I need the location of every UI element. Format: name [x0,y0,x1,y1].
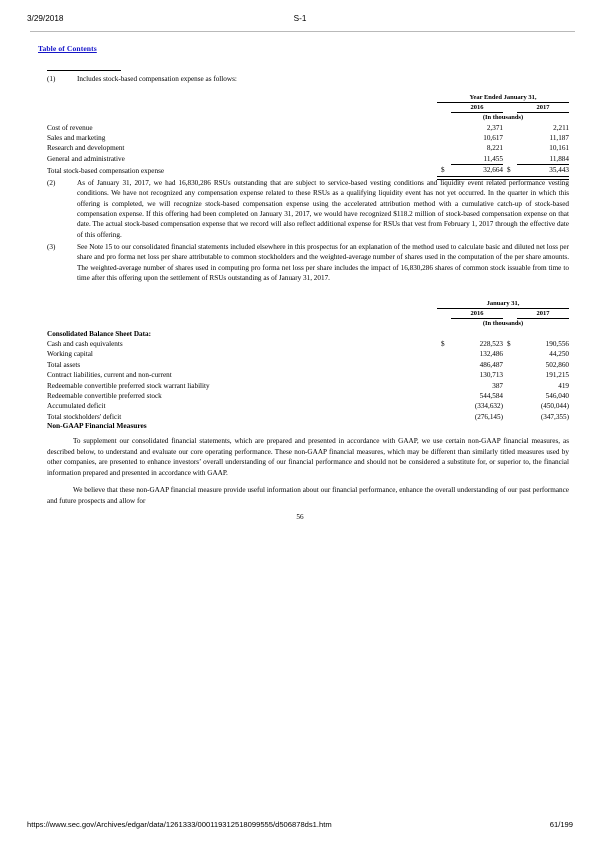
footnote-2-number: (2) [47,179,56,187]
row-value-2016: 486,487 [479,360,503,369]
row-label: Sales and marketing [47,133,106,142]
row-currency-2017 [503,391,517,401]
total-currency-2016: $ [441,166,445,175]
row-label: Working capital [47,350,93,359]
row-label: Redeemable convertible preferred stock warrant liability [47,381,210,390]
source-url: https://www.sec.gov/Archives/edgar/data/1261333/000119312518099555/d506878ds1.htm [27,820,332,829]
row-value-2017: 11,884 [517,154,569,165]
row-label: Redeemable convertible preferred stock [47,391,162,400]
row-currency-2017 [503,412,517,422]
print-date: 3/29/2018 [27,14,64,23]
sbc-col-2016: 2016 [451,103,503,113]
footnote-2 [47,178,569,240]
row-label: General and administrative [47,155,125,164]
row-value-2016: 130,713 [479,371,503,380]
table-row [47,123,569,133]
row-currency-2017 [503,360,517,370]
row-value-2017: 190,556 [545,339,569,348]
row-currency-2016: $ [441,339,445,348]
non-gaap-heading: Non-GAAP Financial Measures [47,421,147,430]
table-row [47,349,569,359]
footnote-1-text: Includes stock-based compensation expense as follows: [77,75,237,83]
table-units-row [47,319,569,329]
non-gaap-paragraph-2-text: We believe that these non-GAAP financial measure provide useful information about our financial performance, enhance the overall understanding of our past performance and future prospects and allow for [47,486,569,505]
row-label: Contract liabilities, current and non-current [47,371,172,380]
row-value-2016: 544,584 [479,391,503,400]
total-currency-2017: $ [507,166,511,175]
sbc-col-2017: 2017 [517,103,569,113]
table-of-contents-link[interactable]: Table of Contents [38,44,97,53]
sbc-units: (In thousands) [482,114,524,121]
table-row [47,401,569,411]
row-label: Cost of revenue [47,123,93,132]
row-value-2017: 10,161 [549,144,569,153]
row-currency-2016 [437,401,451,411]
footnote-1-number: (1) [47,75,56,83]
footnote-1 [47,74,569,84]
row-currency-2017 [503,349,517,359]
row-value-2017: 546,040 [545,391,569,400]
row-currency-2016 [437,349,451,359]
browser-print-footer [0,820,600,832]
row-value-2017: 2,211 [553,123,569,132]
footnote-2-text: As of January 31, 2017, we had 16,830,286 RSUs outstanding that are subject to service-based vesting conditions and liquidity event related performance vesting conditions. We have not recognized any compensation expense related to these RSUs as a qualifying liquidity event has not yet occurred. In the quarter in which this offering is completed, we will recognize stock-based compensation expense using the accelerated attribution method with a cumulative catch-up of stock-based compensation expense. If this offering had been completed on January 31, 2017, we would have recognized $118.2 million of stock-based compensation expense on that date. The actual stock-based compensation expense that we record will also reflect additional expense for RSUs that vest from February 1, 2017 through the effective date of this offering. [77,179,569,239]
row-label: Total assets [47,360,81,369]
row-value-2017: 11,187 [549,133,569,142]
row-value-2016: 8,221 [486,144,503,153]
non-gaap-paragraph-2 [47,485,569,506]
row-value-2016: 132,486 [479,350,503,359]
row-value-2016: 387 [492,381,503,390]
row-value-2016: (334,632) [474,402,503,411]
table-row [47,381,569,391]
table-row [47,391,569,401]
row-currency-2017 [503,370,517,380]
table-row [47,339,569,349]
table-units-row [47,113,569,123]
row-label: Accumulated deficit [47,402,106,411]
footnote-3-text: See Note 15 to our consolidated financial statements included elsewhere in this prospectus for an explanation of the method used to calculate basic and diluted net loss per share and pro forma net loss per share attributable to common stockholders and the weighted-average number of shares used in the computation of the per share amounts. The weighted-average number of shares used in computing pro forma net loss per share includes the impact of 16,830,286 shares of common stock issuable from time to time after this offering upon the settlement of RSUs outstanding as of January 31, 2017. [77,243,569,283]
row-currency-2016 [437,381,451,391]
row-value-2017: 419 [558,381,569,390]
row-label: Total stockholders' deficit [47,412,122,421]
row-value-2017: (347,355) [540,412,569,421]
document-form-title: S-1 [293,14,307,23]
stock-based-compensation-table [47,93,569,180]
row-currency-2016 [437,370,451,380]
row-currency-2017 [503,401,517,411]
row-value-2017: 44,250 [549,350,569,359]
bs-section-title: Consolidated Balance Sheet Data: [47,329,152,338]
total-label: Total stock-based compensation expense [47,166,165,175]
table-row [47,360,569,370]
table-header-year-row [47,309,569,319]
bs-col-2016: 2016 [451,309,503,319]
row-currency-2017: $ [507,339,511,348]
consolidated-balance-sheet-table [47,299,569,422]
footnote-3-number: (3) [47,243,56,251]
table-section-heading-row [47,329,569,339]
page-indicator: 61/199 [549,820,573,829]
bs-col-2017: 2017 [517,309,569,319]
row-value-2016: 10,617 [483,133,503,142]
row-value-2017: (450,044) [540,402,569,411]
sbc-header-period: Year Ended January 31, [437,93,569,103]
table-header-year-row [47,103,569,113]
row-currency-2017 [503,381,517,391]
bs-header-period: January 31, [437,299,569,309]
table-total-row [47,165,569,176]
table-row [47,143,569,153]
row-currency-2016 [437,412,451,422]
row-currency-2016 [437,360,451,370]
footnote-3 [47,242,569,283]
row-value-2017: 502,860 [545,360,569,369]
total-value-2017: 35,443 [549,166,569,175]
row-value-2016: 2,371 [486,123,503,132]
page-number: 56 [296,513,304,521]
table-row [47,154,569,165]
row-value-2016: 11,455 [451,154,503,165]
non-gaap-paragraph-1 [47,436,569,478]
row-value-2016: 228,523 [479,339,503,348]
row-value-2016: (276,145) [474,412,503,421]
row-label: Research and development [47,144,125,153]
total-value-2016: 32,664 [483,166,503,175]
table-header-span-row [47,93,569,103]
row-currency-2016 [437,391,451,401]
non-gaap-paragraph-1-text: To supplement our consolidated financial statements, which are prepared and presented in accordance with GAAP, we use certain non-GAAP financial measures, as described below, to understand and evaluate our core operating performance. These non-GAAP financial measures, which may be different than similarly titled measures used by other companies, are presented to enhance investors’ overall understanding of our financial performance and should not be considered a substitute for, or superior to, the financial information prepared and presented in accordance with GAAP. [47,437,569,477]
footnote-separator-rule [47,70,121,71]
bs-units: (In thousands) [482,320,524,327]
row-value-2017: 191,215 [545,371,569,380]
table-header-span-row [47,299,569,309]
row-label: Cash and cash equivalents [47,339,123,348]
table-row [47,370,569,380]
table-row [47,133,569,143]
